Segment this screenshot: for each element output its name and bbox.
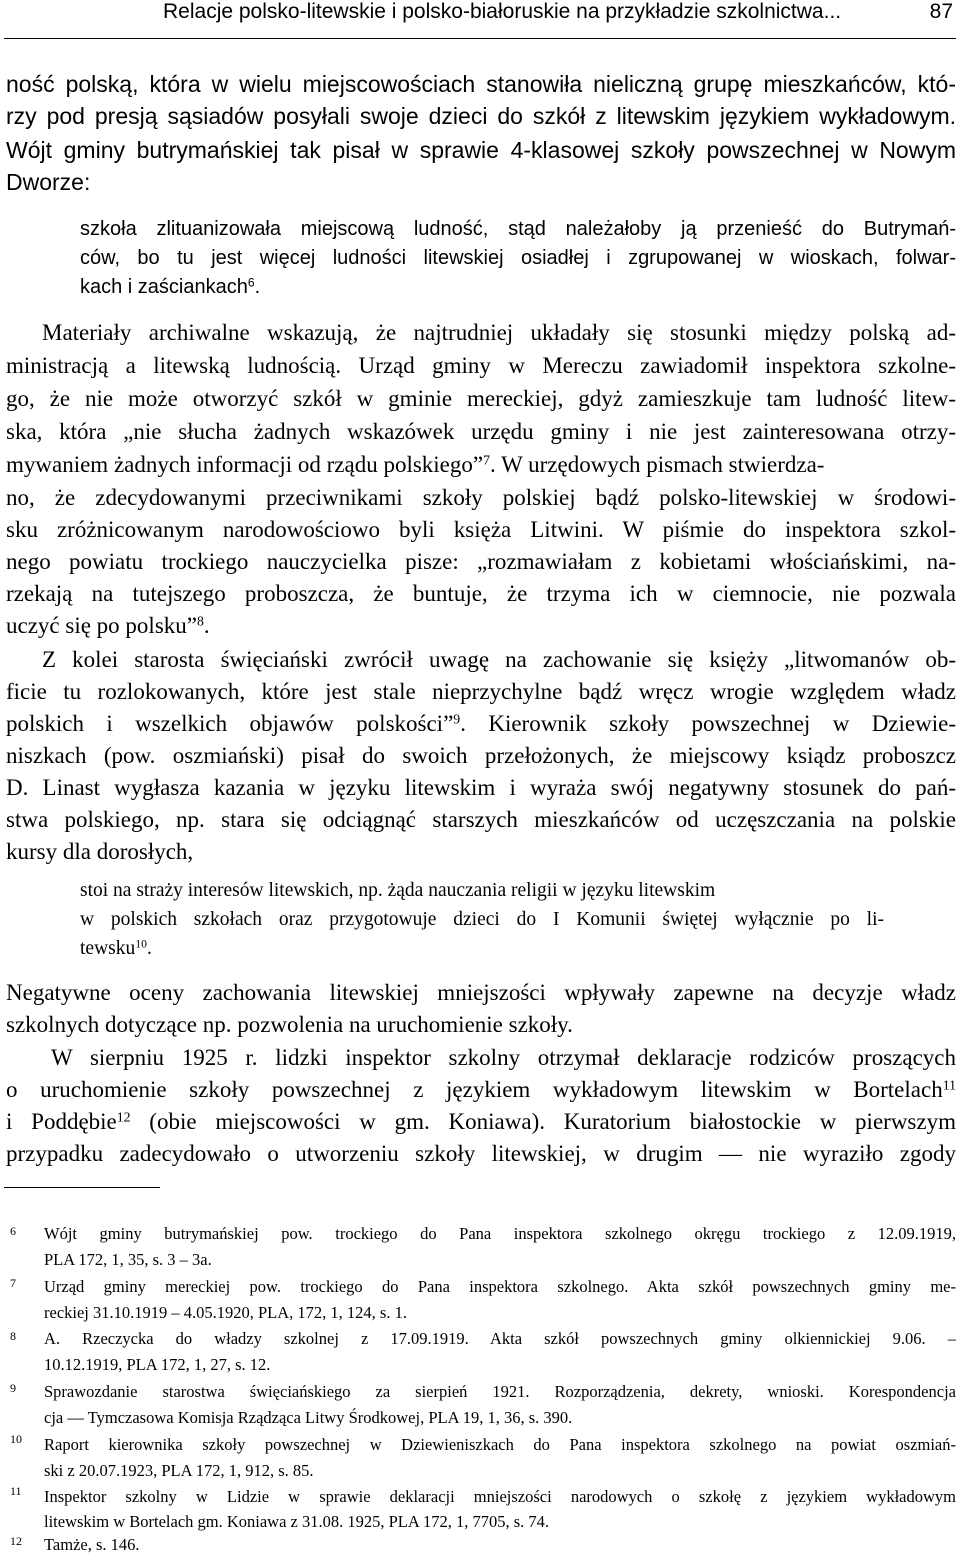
footnote-line: 10.12.1919, PLA 172, 1, 27, s. 12. <box>44 1355 271 1374</box>
text-line: Materiały archiwalne wskazują, że najtrudniej układały się stosunki między polską ad- <box>42 320 956 345</box>
text-line <box>6 1075 956 1105</box>
footnote-ref: 10 <box>135 937 147 951</box>
text-line: rzekają na tutejszego proboszcza, że buntuje, że trzyma ich w ciemnocie, nie pozwala <box>6 581 956 606</box>
text-line: ska, która „nie słucha żadnych wskazówek urzędu gminy i nie jest zainteresowana otrzy- <box>6 419 956 444</box>
text-line <box>6 709 956 739</box>
text-line: W sierpniu 1925 r. lidzki inspektor szkolny otrzymał deklaracje rodziców proszących <box>51 1045 956 1070</box>
running-header <box>0 0 960 30</box>
text-segment-a: i Poddębie <box>6 1109 117 1134</box>
footnote-line: PLA 172, 1, 35, s. 3 – 3a. <box>44 1250 212 1269</box>
footnote-number: 6 <box>10 1224 16 1238</box>
footnote-line: Sprawozdanie starostwa święciańskiego za sierpień 1921. Rozporządzenia, dekrety, wnioski. Korespondencja <box>44 1382 956 1401</box>
text-line: D. Linast wygłasza kazania w języku litewskim i wyraża swój negatywny stosunek do pań- <box>6 775 956 800</box>
text-line: no, że zdecydowanymi przeciwnikami szkoły polskiej bądź polsko-litewskiej w środowi- <box>6 485 956 510</box>
text-line: niszkach (pow. oszmiański) pisał do swoich przełożonych, że miejscowy ksiądz proboszcz <box>6 743 956 768</box>
quote-line: ców, bo tu jest więcej ludności litewskiej osiadłej i zgrupowanej w wioskach, folwar- <box>80 247 956 269</box>
text-line: ficie tu rozlokowanych, które jest stale nieprzychylne bądź wręcz wrogie względem władz <box>6 679 956 704</box>
footnote-number: 10 <box>10 1432 22 1446</box>
text-segment-b: . W urzędowych pismach stwierdza- <box>490 452 825 477</box>
footnote-number: 9 <box>10 1381 16 1395</box>
text-line: Dworze: <box>6 169 91 195</box>
running-title: Relacje polsko-litewskie i polsko-białoruskie na przykładzie szkolnictwa... <box>163 0 842 23</box>
footnote-line: Urząd gminy mereckiej pow. trockiego do Pana inspektora szkolnego. Akta szkół powszechnych gminy me- <box>44 1277 956 1296</box>
text-line: nego powiatu trockiego nauczycielka pisze: „rozmawiałam z kobietami włościańskimi, na- <box>6 549 956 574</box>
text-segment-b: . Kierownik szkoły powszechnej w Dziewie- <box>460 711 956 736</box>
text-line <box>6 1107 956 1137</box>
footnote-line: Inspektor szkolny w Lidzie w sprawie deklaracji mniejszości narodowych o szkołę z językiem wykładowym <box>44 1487 956 1506</box>
text-line: rzy pod presją sąsiadów posyłali swoje dzieci do szkół z litewskim językiem wykładowym. <box>6 103 956 129</box>
text-segment-a: o uruchomienie szkoły powszechnej z językiem wykładowym litewskim w Bortelach <box>6 1077 943 1102</box>
text-line: go, że nie może otworzyć szkół w gminie mereckiej, gdyż zamieszkuje tam ludność litew- <box>6 386 956 411</box>
footnote-line: A. Rzeczycka do władzy szkolnej z 17.09.1919. Akta szkół powszechnych gminy olkiennickiej 9.06. – <box>44 1329 956 1348</box>
text-segment-b: (obie miejscowości w gm. Koniawa). Kuratorium białostockie w pierwszym <box>130 1109 956 1134</box>
text-line <box>6 450 956 480</box>
footnote-number: 12 <box>10 1534 22 1548</box>
text-segment-a: polskich i wszelkich objawów polskości” <box>6 711 454 736</box>
period: . <box>254 276 261 298</box>
text-line: sku zróżnicowanym narodowościowo byli księża Litwini. W piśmie do inspektora szkol- <box>6 517 956 542</box>
text-line: przypadku zadecydowało o utworzeniu szkoły litewskiej, w drugim — nie wyraziło zgody <box>6 1141 956 1166</box>
text-line: stwa polskiego, np. stara się odciągnąć starszych mieszkańców od uczęszczania na polskie <box>6 807 956 832</box>
footnote-line: Tamże, s. 146. <box>44 1535 140 1554</box>
quote-text: tewsku <box>80 938 136 959</box>
footnote-line: ski z 20.07.1923, PLA 172, 1, 912, s. 85. <box>44 1461 314 1480</box>
text-segment-a: uczyć się po polsku” <box>6 613 197 638</box>
text-line: ministracją a litewską ludnością. Urząd gminy w Mereczu zawiadomił inspektora szkolne- <box>6 353 956 378</box>
footnote-ref: 9 <box>453 711 461 727</box>
footnote-number: 7 <box>10 1276 16 1290</box>
footnote-ref: 12 <box>116 1109 131 1125</box>
quote-line: szkoła zlituanizowała miejscową ludność, stąd należałoby ją przenieść do Butrymań- <box>80 218 956 240</box>
footnote-ref: 11 <box>942 1077 956 1093</box>
text-line: szkolnych dotyczące np. pozwolenia na uruchomienie szkoły. <box>6 1012 573 1037</box>
quote-line: stoi na straży interesów litewskich, np. żąda nauczania religii w języku litewskim <box>80 880 716 901</box>
header-rule <box>4 38 956 39</box>
text-line <box>6 611 210 641</box>
text-segment <box>6 450 824 480</box>
footnote-ref: 8 <box>196 613 204 629</box>
footnote-line: cja — Tymczasowa Komisja Rządząca Litwy Środkowej, PLA 19, 1, 36, s. 390. <box>44 1408 573 1427</box>
text-line: Negatywne oceny zachowania litewskiej mniejszości wpływały zapewne na decyzje władz <box>6 980 956 1005</box>
footnote-line: reckiej 31.10.1919 – 4.05.1920, PLA, 172, 1, 124, s. 1. <box>44 1303 407 1322</box>
footnote-ref: 6 <box>247 275 255 290</box>
text-segment-b: . <box>203 613 210 638</box>
footnote-ref: 7 <box>483 452 490 468</box>
quote-line <box>80 934 152 963</box>
text-line: Wójt gminy butrymańskiej tak pisał w sprawie 4-klasowej szkoły powszechnej w Nowym <box>6 137 956 163</box>
footnote-number: 11 <box>10 1484 22 1498</box>
quote-text: kach i zaściankach <box>80 276 248 298</box>
footnote-line: litewskim w Bortelach gm. Koniawa z 31.08. 1925, PLA 172, 1, 7705, s. 74. <box>44 1512 550 1531</box>
page-number: 87 <box>929 0 953 23</box>
footnote-number: 8 <box>10 1329 16 1343</box>
footnote-line: Raport kierownika szkoły powszechnej w Dziewieniszkach do Pana inspektora szkolnego na powiat oszmiań- <box>44 1435 956 1454</box>
quote-line <box>80 273 260 302</box>
text-segment-a: mywaniem żadnych informacji od rządu polskiego” <box>6 452 484 477</box>
quote-line: w polskich szkołach oraz przygotowuje dzieci do I Komunii świętej wyłącznie po li- <box>80 909 884 930</box>
footnote-line: Wójt gminy butrymańskiej pow. trockiego do Pana inspektora szkolnego okręgu trockiego z 12.09.1919, <box>44 1224 956 1243</box>
text-line: kursy dla dorosłych, <box>6 839 194 864</box>
text-line: ność polską, która w wielu miejscowościach stanowiła nieliczną grupę mieszkańców, któ- <box>6 71 956 97</box>
text-line: Z kolei starosta święciański zwrócił uwagę na zachowanie się księży „litwomanów ob- <box>42 647 956 672</box>
footnote-rule <box>4 1187 160 1188</box>
period: . <box>146 938 152 959</box>
